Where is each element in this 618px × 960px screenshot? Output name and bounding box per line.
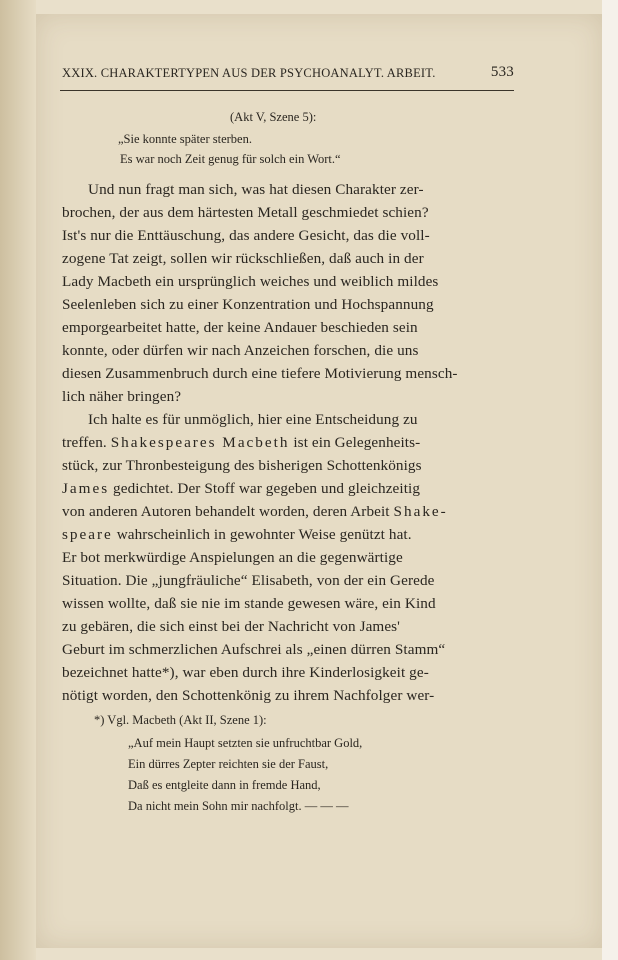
quote-line: Es war noch Zeit genug für solch ein Wort.“: [120, 152, 341, 166]
footnote-reference: *) Vgl. Macbeth (Akt II, Szene 1):: [94, 713, 267, 727]
body-line: stück, zur Thronbesteigung des bisherigen Schottenkönigs: [62, 457, 422, 474]
body-line: konnte, oder dürfen wir nach Anzeichen forschen, die uns: [62, 342, 419, 359]
quote-line: „Sie konnte später sterben.: [118, 132, 252, 146]
body-line: Situation. Die „jungfräuliche“ Elisabeth, von der ein Gerede: [62, 572, 435, 589]
body-line: [62, 480, 420, 498]
body-line: Seelenleben sich zu einer Konzentration und Hochspannung: [62, 296, 434, 313]
footnote-line: Ein dürres Zepter reichten sie der Faust,: [128, 757, 329, 771]
body-line: lich näher bringen?: [62, 388, 182, 405]
scan-margin: [602, 0, 618, 960]
header-title: XXIX. CHARAKTERTYPEN AUS DER PSYCHOANALYT. ARBEIT.: [62, 66, 436, 80]
text-run: treffen.: [62, 434, 107, 451]
running-header: [62, 66, 514, 84]
spaced-name: Shakespeares Macbeth: [110, 434, 290, 451]
text-run: wahrscheinlich in gewohnter Weise genützt hat.: [116, 526, 412, 543]
text-run: ist ein Gelegenheits-: [293, 434, 421, 451]
body-line: nötigt worden, den Schottenkönig zu ihrem Nachfolger wer-: [62, 687, 435, 704]
body-line: diesen Zusammenbruch durch eine tiefere Motivierung mensch-: [62, 365, 458, 382]
footnote-line: Da nicht mein Sohn mir nachfolgt. — — —: [128, 799, 349, 813]
body-line: emporgearbeitet hatte, der keine Andauer beschieden sein: [62, 319, 418, 336]
body-line: [62, 434, 420, 452]
text-run: gedichtet. Der Stoff war gegeben und gleichzeitig: [113, 480, 421, 497]
binding-shadow: [0, 0, 36, 960]
body-line: zu gebären, die sich einst bei der Nachricht von James': [62, 618, 401, 635]
footnote-line: „Auf mein Haupt setzten sie unfruchtbar Gold,: [128, 736, 363, 750]
body-line: brochen, der aus dem härtesten Metall geschmiedet schien?: [62, 204, 429, 221]
quote-reference: (Akt V, Szene 5):: [230, 110, 317, 124]
footnote-line: Daß es entgleite dann in fremde Hand,: [128, 778, 321, 792]
text-run: von anderen Autoren behandelt worden, deren Arbeit: [62, 503, 390, 520]
body-line: zogene Tat zeigt, sollen wir rückschließen, daß auch in der: [62, 250, 424, 267]
body-line: Und nun fragt man sich, was hat diesen Charakter zer-: [88, 181, 424, 198]
body-line: bezeichnet hatte*), war eben durch ihre Kinderlosigkeit ge-: [62, 664, 429, 681]
spaced-name: speare: [62, 526, 113, 543]
spaced-name: James: [62, 480, 110, 497]
body-line: [62, 526, 412, 544]
body-line: Ich halte es für unmöglich, hier eine Entscheidung zu: [88, 411, 418, 428]
body-line: wissen wollte, daß sie nie im stande gewesen wäre, ein Kind: [62, 595, 436, 612]
body-line: Er bot merkwürdige Anspielungen an die gegenwärtige: [62, 549, 403, 566]
body-line: [62, 503, 448, 521]
body-line: Lady Macbeth ein ursprünglich weiches und weiblich mildes: [62, 273, 439, 290]
header-rule: [60, 90, 514, 91]
page-number: 533: [490, 64, 514, 80]
body-line: Geburt im schmerzlichen Aufschrei als „einen dürren Stamm“: [62, 641, 446, 658]
spaced-name: Shake-: [393, 503, 448, 520]
body-line: Ist's nur die Enttäuschung, das andere Gesicht, das die voll-: [62, 227, 430, 244]
